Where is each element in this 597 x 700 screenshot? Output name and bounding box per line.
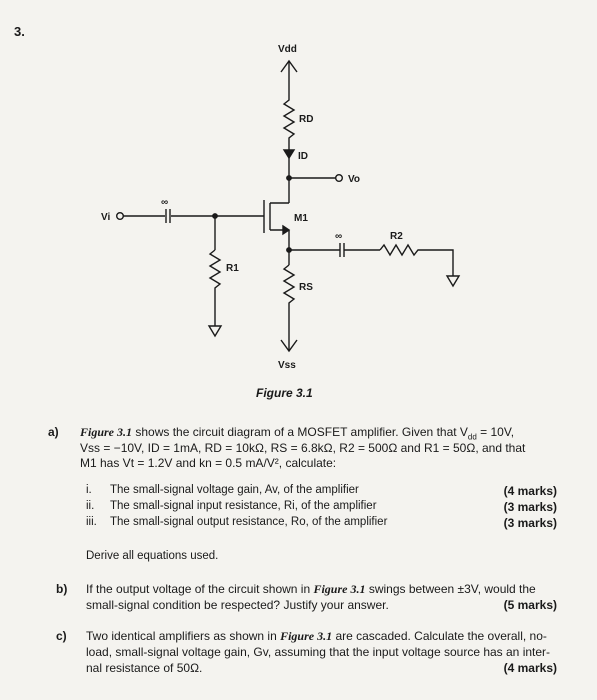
cap-out-label: ∞	[335, 231, 343, 242]
part-b-line1	[86, 582, 566, 597]
part-a-line1-tail: = 10V,	[476, 425, 515, 439]
part-b-text-mid: swings between ±3V, would the	[365, 582, 536, 596]
part-a-figure-ref: Figure 3.1	[80, 425, 133, 439]
id-arrow	[284, 150, 294, 158]
vi-label: Vi	[101, 212, 111, 223]
part-c-line1	[86, 629, 566, 644]
item-i-text: The small-signal voltage gain, Av, of the amplifier	[110, 484, 359, 496]
part-c-text-pre: Two identical amplifiers as shown in	[86, 629, 281, 643]
r2-ground	[447, 276, 459, 286]
mosfet-m1	[264, 200, 289, 234]
question-number: 3.	[14, 24, 25, 39]
part-c-line2: load, small-signal voltage gain, Gv, assuming that the input voltage source has an inter-	[86, 645, 551, 659]
rs-resistor	[284, 265, 294, 350]
part-c-line3: nal resistance of 50Ω.	[86, 661, 203, 675]
vdd-arrow	[281, 61, 297, 95]
item-ii-num: ii.	[86, 500, 95, 512]
part-b-text-pre: If the output voltage of the circuit shown in	[86, 582, 314, 596]
part-b-label: b)	[56, 582, 68, 596]
r1-resistor	[210, 250, 220, 326]
item-i-marks: (4 marks)	[503, 484, 557, 498]
part-c-marks: (4 marks)	[503, 661, 557, 675]
vo-label: Vo	[348, 174, 361, 185]
part-c-text-mid: are cascaded. Calculate the overall, no-	[332, 629, 547, 643]
output-capacitor	[340, 243, 344, 257]
figure-caption: Figure 3.1	[256, 386, 313, 400]
item-iii-num: iii.	[86, 516, 97, 528]
part-a-label: a)	[48, 425, 59, 439]
derive-note: Derive all equations used.	[86, 550, 219, 562]
item-ii-marks: (3 marks)	[503, 500, 557, 514]
rd-label: RD	[299, 114, 314, 125]
part-a-line2: Vss = −10V, ID = 1mA, RD = 10kΩ, RS = 6.8kΩ, R2 = 500Ω and R1 = 50Ω, and that	[80, 441, 526, 455]
r2-label: R2	[390, 231, 403, 242]
item-iii-text: The small-signal output resistance, Ro, of the amplifier	[110, 516, 388, 528]
part-c-label: c)	[56, 629, 67, 643]
r1-label: R1	[226, 263, 239, 274]
cap-in-label: ∞	[161, 197, 169, 208]
r2-resistor	[380, 245, 453, 276]
m1-label: M1	[294, 213, 308, 224]
part-a-line1-sub: dd	[467, 432, 477, 442]
r1-ground	[209, 326, 221, 336]
id-label: ID	[298, 151, 308, 162]
part-c-figure-ref: Figure 3.1	[280, 629, 333, 643]
vo-terminal	[336, 175, 343, 182]
part-b-figure-ref: Figure 3.1	[313, 582, 366, 596]
item-i-num: i.	[86, 484, 92, 496]
rd-resistor	[284, 95, 294, 150]
part-b-marks: (5 marks)	[503, 598, 557, 612]
input-capacitor	[166, 209, 170, 223]
vdd-label: Vdd	[278, 44, 297, 55]
item-iii-marks: (3 marks)	[503, 516, 557, 530]
vi-terminal	[117, 213, 124, 220]
part-a-line1-text: shows the circuit diagram of a MOSFET amplifier. Given that V	[132, 425, 468, 439]
rs-label: RS	[299, 282, 313, 293]
part-a-line3: M1 has Vt = 1.2V and kn = 0.5 mA/V², calculate:	[80, 456, 337, 470]
part-b-line2: small-signal condition be respected? Justify your answer.	[86, 598, 389, 612]
vss-label: Vss	[278, 360, 296, 371]
item-ii-text: The small-signal input resistance, Ri, of the amplifier	[110, 500, 377, 512]
